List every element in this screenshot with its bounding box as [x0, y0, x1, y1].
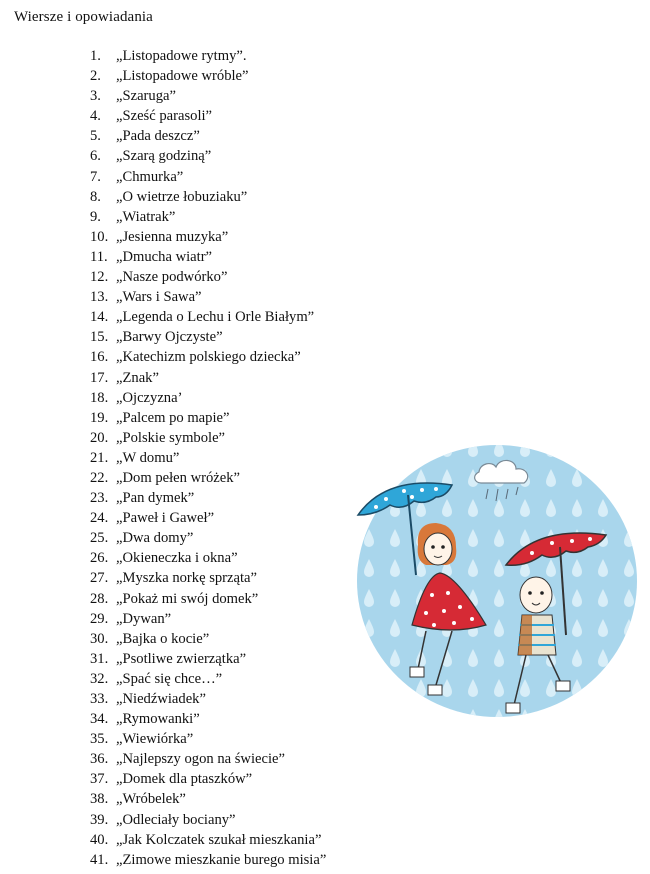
- poem-list-item: [90, 609, 326, 629]
- item-title: „Dwa domy”: [116, 530, 194, 547]
- item-title: „Jak Kolczatek szukał mieszkania”: [116, 831, 322, 848]
- item-number: 36.: [90, 751, 109, 768]
- item-title: „Pan dymek”: [116, 490, 195, 507]
- poem-list-item: [90, 528, 326, 548]
- item-number: 35.: [90, 731, 109, 748]
- poem-list-item: [90, 347, 326, 367]
- poem-list-item: [90, 548, 326, 568]
- item-number: 18.: [90, 389, 109, 406]
- poem-list-item: [90, 810, 326, 830]
- poem-list-item: [90, 448, 326, 468]
- item-title: „Nasze podwórko”: [116, 269, 228, 286]
- item-number: 7.: [90, 168, 101, 185]
- item-number: 16.: [90, 349, 109, 366]
- item-title: „Rymowanki”: [116, 711, 200, 728]
- item-title: „Pokaż mi swój domek”: [116, 590, 259, 607]
- poem-list-item: [90, 830, 326, 850]
- poem-list-item: [90, 126, 326, 146]
- item-number: 31.: [90, 650, 109, 667]
- poem-list-item: [90, 167, 326, 187]
- item-title: „Polskie symbole”: [116, 429, 226, 446]
- poem-list-item: [90, 729, 326, 749]
- poem-list-item: [90, 247, 326, 267]
- poem-list-item: [90, 227, 326, 247]
- item-number: 37.: [90, 771, 109, 788]
- item-title: „Zimowe mieszkanie burego misia”: [116, 851, 327, 868]
- item-title: „Niedźwiadek”: [116, 691, 206, 707]
- item-title: „Szaruga”: [116, 88, 176, 105]
- item-number: 41.: [90, 851, 109, 868]
- item-number: 14.: [90, 309, 109, 326]
- poem-list-item: [90, 850, 326, 870]
- item-number: 12.: [90, 269, 109, 286]
- item-title: „Domek dla ptaszków”: [116, 771, 253, 788]
- item-title: „Pada deszcz”: [116, 128, 200, 145]
- item-title: „Wróbelek”: [116, 791, 186, 808]
- item-number: 8.: [90, 188, 101, 205]
- poem-list-item: [90, 789, 326, 809]
- item-title: „Sześć parasoli”: [116, 108, 213, 125]
- item-title: „Listopadowe rytmy”.: [116, 48, 247, 64]
- poem-list-item: [90, 769, 326, 789]
- poem-list-item: [90, 589, 326, 609]
- item-title: „Dywan”: [116, 610, 172, 627]
- poem-list-item: [90, 287, 326, 307]
- item-title: „Dmucha wiatr”: [116, 248, 213, 265]
- item-number: 1.: [90, 48, 101, 64]
- item-number: 25.: [90, 530, 109, 547]
- item-number: 10.: [90, 228, 109, 245]
- poem-list-item: [90, 146, 326, 166]
- poem-list-item: [90, 106, 326, 126]
- poem-list-item: [90, 468, 326, 488]
- poem-list-item: [90, 568, 326, 588]
- item-number: 2.: [90, 68, 101, 85]
- item-number: 27.: [90, 570, 109, 587]
- item-title: „W domu”: [116, 449, 180, 466]
- item-title: „Znak”: [116, 369, 159, 386]
- item-title: „Myszka norkę sprząta”: [116, 570, 258, 587]
- item-number: 40.: [90, 831, 109, 848]
- poem-list-item: [90, 207, 326, 227]
- rain-umbrella-illustration: [356, 435, 638, 733]
- item-number: 33.: [90, 691, 109, 707]
- illustration-svg: [356, 435, 638, 733]
- poem-list-item: [90, 508, 326, 528]
- poem-list-item: [90, 388, 326, 408]
- item-title: „Jesienna muzyka”: [116, 228, 229, 245]
- item-number: 17.: [90, 369, 109, 386]
- poem-list-item: [90, 307, 326, 327]
- item-title: „Psotliwe zwierzątka”: [116, 650, 247, 667]
- item-number: 6.: [90, 148, 101, 165]
- item-number: 24.: [90, 510, 109, 527]
- item-title: „Okieneczka i okna”: [116, 550, 238, 567]
- poem-list-item: [90, 46, 326, 66]
- poem-list-item: [90, 86, 326, 106]
- item-title: „Paweł i Gaweł”: [116, 510, 215, 527]
- item-title: „Palcem po mapie”: [116, 409, 230, 426]
- document-title: Wiersze i opowiadania: [14, 9, 153, 25]
- item-number: 11.: [90, 248, 108, 265]
- item-number: 26.: [90, 550, 109, 567]
- item-number: 9.: [90, 208, 101, 225]
- item-number: 4.: [90, 108, 101, 125]
- poem-list-item: [90, 689, 326, 709]
- item-number: 28.: [90, 590, 109, 607]
- poem-list-item: [90, 709, 326, 729]
- item-title: „Dom pełen wróżek”: [116, 469, 240, 486]
- item-title: „Wiewiórka”: [116, 731, 194, 748]
- item-title: „Bajka o kocie”: [116, 630, 210, 647]
- item-title: „Wiatrak”: [116, 208, 176, 225]
- item-title: „Chmurka”: [116, 168, 184, 185]
- item-title: „Barwy Ojczyste”: [116, 329, 223, 346]
- item-title: „Listopadowe wróble”: [116, 68, 249, 85]
- item-number: 21.: [90, 449, 109, 466]
- poem-list-item: [90, 669, 326, 689]
- item-number: 5.: [90, 128, 101, 145]
- item-title: „Katechizm polskiego dziecka”: [116, 349, 301, 366]
- item-number: 29.: [90, 610, 109, 627]
- item-number: 23.: [90, 490, 109, 507]
- poem-list-item: [90, 327, 326, 347]
- item-number: 32.: [90, 670, 109, 687]
- item-title: „Ojczyzna’: [116, 389, 183, 406]
- item-number: 22.: [90, 469, 109, 486]
- poem-list-item: [90, 428, 326, 448]
- item-number: 3.: [90, 88, 101, 105]
- item-number: 38.: [90, 791, 109, 808]
- poem-list-item: [90, 649, 326, 669]
- poem-list-item: [90, 66, 326, 86]
- item-title: „Odleciały bociany”: [116, 811, 236, 828]
- poem-list-item: [90, 629, 326, 649]
- poem-list-item: [90, 408, 326, 428]
- poem-list-item: [90, 187, 326, 207]
- poem-list-item: [90, 488, 326, 508]
- item-number: 34.: [90, 711, 109, 728]
- item-title: „Legenda o Lechu i Orle Białym”: [116, 309, 315, 326]
- item-number: 39.: [90, 811, 109, 828]
- item-title: „Najlepszy ogon na świecie”: [116, 751, 285, 768]
- poem-list-item: [90, 368, 326, 388]
- item-title: „Spać się chce…”: [116, 670, 223, 687]
- poem-list-item: [90, 267, 326, 287]
- item-number: 20.: [90, 429, 109, 446]
- item-title: „Szarą godziną”: [116, 148, 212, 165]
- poem-list: [90, 46, 326, 870]
- item-number: 13.: [90, 289, 109, 306]
- item-title: „Wars i Sawa”: [116, 289, 202, 306]
- item-number: 15.: [90, 329, 109, 346]
- item-number: 19.: [90, 409, 109, 426]
- poem-list-item: [90, 749, 326, 769]
- item-number: 30.: [90, 630, 109, 647]
- item-title: „O wietrze łobuziaku”: [116, 188, 248, 205]
